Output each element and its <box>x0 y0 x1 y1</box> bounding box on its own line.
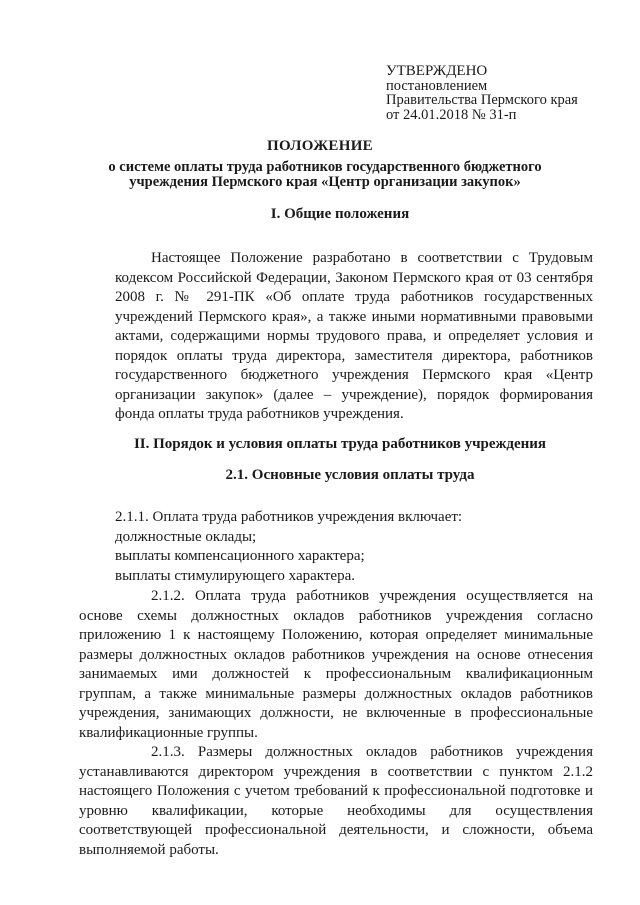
approval-stamp <box>386 64 578 122</box>
document-title: ПОЛОЖЕНИЕ <box>267 138 373 154</box>
list-item-compensation: выплаты компенсационного характера; <box>115 548 365 564</box>
section-1-paragraph: Настоящее Положение разработано в соответствии с Трудовым кодексом Российской Федерации, Законом Пермского края от 03 сентября 2008 г. № 291-ПК «Об оплате труда работников государственных учреждений Пермского края», а также иными нормативными правовыми актами, содержащими нормы трудового права, и определяет условия и порядок оплаты труда директора, заместителя директора, работников государственного бюджетного учреждения Пермского края «Центр организации закупок» (далее – учреждение), порядок формирования фонда оплаты труда работников учреждения. <box>115 250 593 422</box>
approval-line-2: постановлением <box>386 77 488 94</box>
clause-2-1-1: 2.1.1. Оплата труда работников учреждения включает: <box>115 509 463 525</box>
document-subtitle: о системе оплаты труда работников государственного бюджетного учреждения Пермского края «Центр организации закупок» <box>108 159 542 190</box>
approval-line-3: Правительства Пермского края <box>386 92 578 108</box>
approval-line-4: от 24.01.2018 № 31-п <box>386 106 517 123</box>
subsection-2-1-heading: 2.1. Основные условия оплаты труда <box>225 467 475 483</box>
approval-title: УТВЕРЖДЕНО <box>386 63 488 79</box>
list-item-salaries: должностные оклады; <box>115 529 257 545</box>
section-2-heading: II. Порядок и условия оплаты труда работников учреждения <box>133 436 547 452</box>
clause-2-1-2: 2.1.2. Оплата труда работников учреждения осуществляется на основе схемы должностных окладов работников учреждения согласно приложению 1 к настоящему Положению, которая определяет минимальные размеры должностных окладов работников учреждения на основе отнесения занимаемых ими должностей к профессиональным квалификационным группам, а также минимальные размеры должностных окладов работников учреждения, занимающих должности, не включенные в профессиональные квалификационные группы. <box>79 588 593 741</box>
section-1-heading: I. Общие положения <box>270 206 410 222</box>
list-item-incentive: выплаты стимулирующего характера. <box>115 568 355 584</box>
clause-2-1-3: 2.1.3. Размеры должностных окладов работников учреждения устанавливаются директором учреждения в соответствии с пунктом 2.1.2 настоящего Положения с учетом требований к профессиональной подготовке и уровню квалификации, которые необходимы для осуществления соответствующей профессиональной деятельности, и сложности, объема выполняемой работы. <box>79 744 593 858</box>
